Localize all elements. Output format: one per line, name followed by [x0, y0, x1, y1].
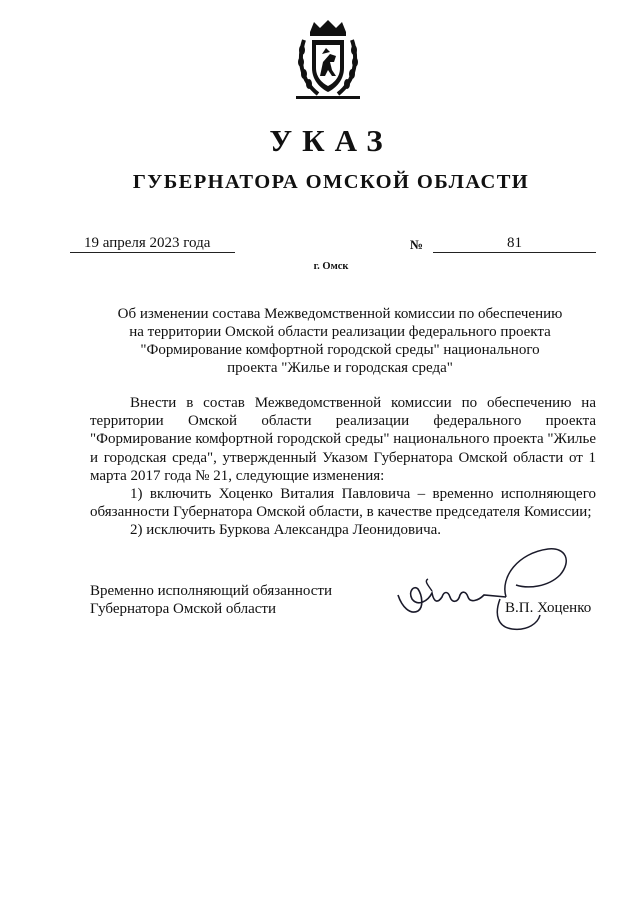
decree-number-label: №	[410, 237, 424, 252]
heading-line: проекта "Жилье и городская среда"	[227, 360, 453, 376]
decree-body	[90, 394, 596, 540]
body-intro: Внести в состав Межведомственной комиссии по обеспечению на территории Омской области реализации федерального проекта "Формирование комфортной городской среды" национального проекта "Жилье и городская среда", утвержденный Указом Губернатора Омской области от 1 марта 2017 года № 21, следующие изменения:	[90, 395, 596, 484]
decree-city: г. Омск	[313, 261, 349, 272]
document-title: УКАЗ	[269, 123, 393, 158]
decree-number: 81	[433, 235, 596, 253]
signatory-position	[90, 582, 390, 618]
body-item-2: 2) исключить Буркова Александра Леонидовича.	[130, 522, 442, 539]
signatory-name: В.П. Хоценко	[505, 600, 592, 616]
decree-date: 19 апреля 2023 года	[70, 235, 235, 253]
heading-line: "Формирование комфортной городской среды" национального	[140, 342, 540, 358]
decree-heading	[90, 305, 590, 377]
heading-line: на территории Омской области реализации федерального проекта	[129, 324, 551, 340]
omsk-coat-of-arms-icon	[296, 18, 360, 100]
body-item-1: 1) включить Хоценко Виталия Павловича – временно исполняющего обязанности Губернатора Омской области, в качестве председателя Комиссии;	[90, 486, 596, 521]
heading-line: Об изменении состава Межведомственной комиссии по обеспечению	[117, 306, 563, 322]
handwritten-signature	[388, 545, 588, 635]
signatory-position-line: Временно исполняющий обязанности	[90, 583, 333, 599]
signatory-position-line: Губернатора Омской области	[90, 601, 276, 617]
document-subtitle: ГУБЕРНАТОРА ОМСКОЙ ОБЛАСТИ	[132, 171, 530, 193]
